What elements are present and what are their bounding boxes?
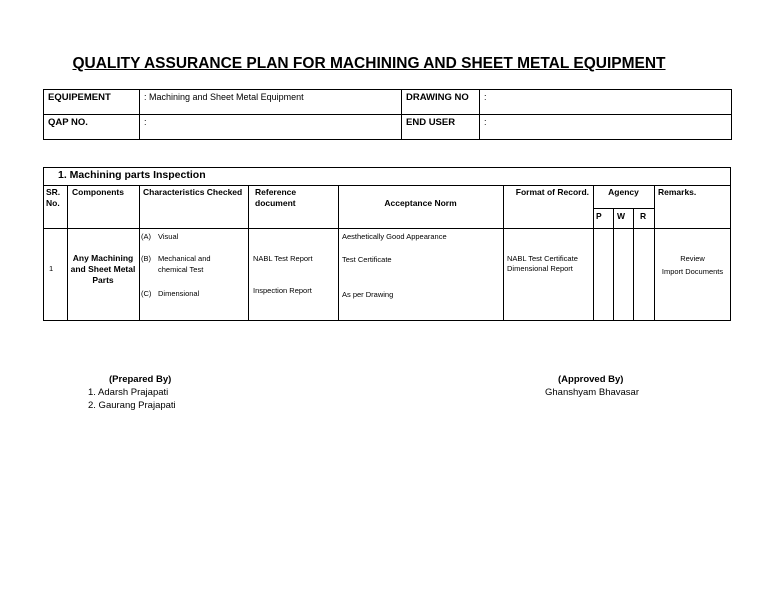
divider — [139, 185, 140, 321]
char-c: Dimensional — [158, 289, 200, 298]
equipment-label: EQUIPEMENT — [44, 90, 140, 115]
col-acceptance-norm: Acceptance Norm — [384, 198, 457, 208]
char-c-marker: (C) — [141, 289, 152, 298]
ref-doc-2: Inspection Report — [253, 286, 312, 295]
char-a: Visual — [158, 232, 179, 241]
ref-doc-1: NABL Test Report — [253, 254, 313, 263]
row-component: Any Machining and Sheet Metal Parts — [70, 253, 136, 285]
divider — [593, 185, 594, 321]
acceptance-3: As per Drawing — [342, 290, 394, 299]
format-1: NABL Test Certificate — [507, 254, 578, 263]
divider — [593, 208, 654, 209]
row-sr: 1 — [49, 264, 54, 273]
col-remarks: Remarks. — [658, 187, 697, 197]
col-agency-r: R — [640, 211, 647, 221]
prepared-by-heading: (Prepared By) — [109, 374, 172, 385]
qap-no-label: QAP NO. — [44, 115, 140, 140]
qap-no-value: : — [140, 115, 402, 140]
divider — [43, 228, 731, 229]
col-format-of-record: Format of Record. — [515, 187, 589, 197]
prepared-by-name-2: 2. Gaurang Prajapati — [88, 400, 176, 411]
remarks-2: Import Documents — [661, 267, 724, 276]
char-b-marker: (B) — [141, 254, 151, 263]
approved-by-name: Ghanshyam Bhavasar — [545, 387, 639, 398]
end-user-value: : — [480, 115, 732, 140]
header-table — [43, 89, 732, 140]
char-b: Mechanical and chemical Test — [158, 254, 211, 274]
divider — [633, 208, 634, 321]
format-2: Dimensional Report — [507, 264, 573, 273]
acceptance-1: Aesthetically Good Appearance — [342, 232, 447, 241]
end-user-label: END USER — [402, 115, 480, 140]
remarks-1: Review — [680, 254, 705, 263]
prepared-by-name-1: 1. Adarsh Prajapati — [88, 387, 169, 398]
divider — [43, 185, 731, 186]
approved-by-heading: (Approved By) — [558, 374, 624, 385]
section-heading: 1. Machining parts Inspection — [58, 169, 206, 181]
drawing-no-label: DRAWING NO — [402, 90, 480, 115]
col-characteristics: Characteristics Checked — [143, 187, 243, 197]
col-reference-document: Reference document — [255, 187, 297, 208]
divider — [248, 185, 249, 321]
col-agency: Agency — [608, 187, 639, 197]
char-a-marker: (A) — [141, 232, 151, 241]
divider — [613, 208, 614, 321]
divider — [503, 185, 504, 321]
col-sr-no: SR. No. — [46, 187, 61, 208]
col-agency-p: P — [596, 211, 602, 221]
col-agency-w: W — [617, 211, 626, 221]
document-title: QUALITY ASSURANCE PLAN FOR MACHINING AND SHEET METAL EQUIPMENT — [72, 55, 666, 72]
equipment-value: : Machining and Sheet Metal Equipment — [140, 90, 402, 115]
acceptance-2: Test Certificate — [342, 255, 392, 264]
col-components: Components — [72, 187, 124, 197]
drawing-no-value: : — [480, 90, 732, 115]
